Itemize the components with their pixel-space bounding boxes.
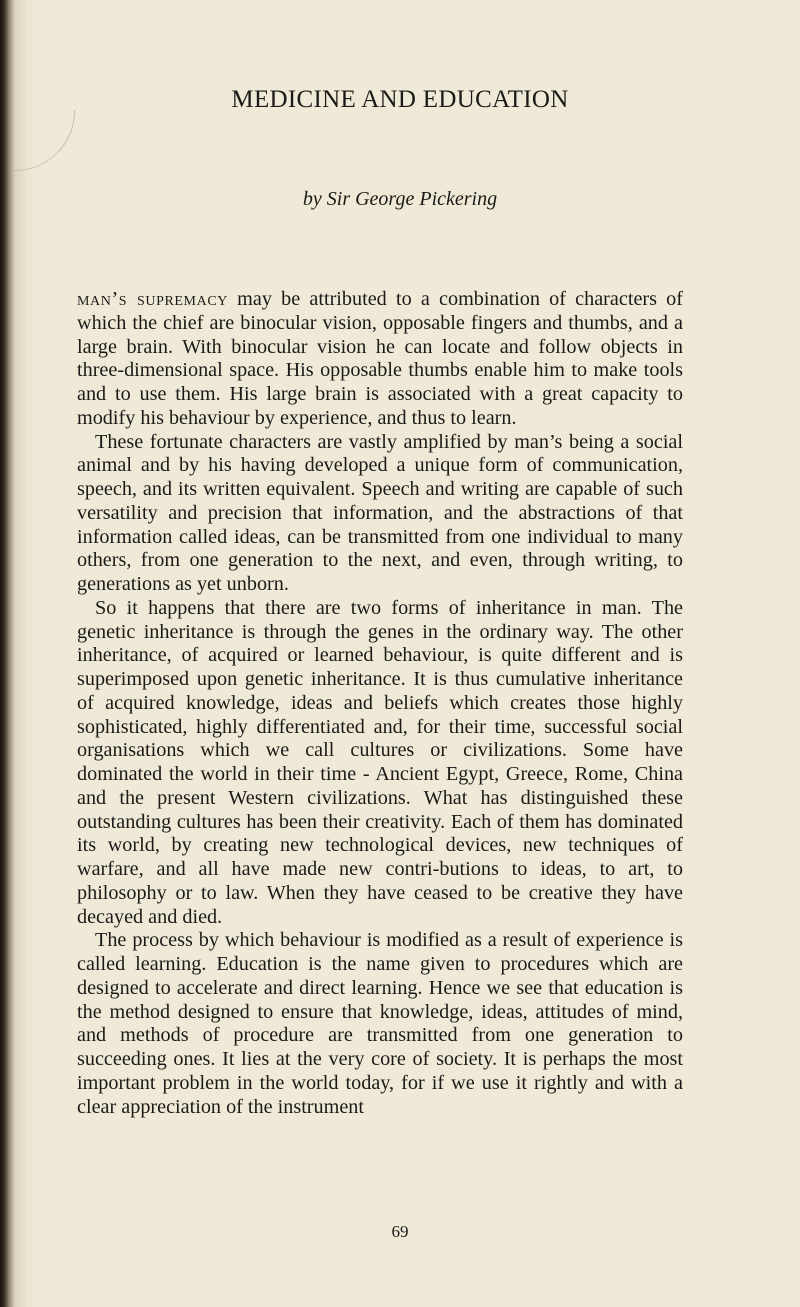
- chapter-title: MEDICINE AND EDUCATION: [231, 86, 569, 113]
- page-fold-mark: [14, 110, 75, 171]
- paragraph-1-text: may be attributed to a combination of characters of which the chief are binocular vision, opposable fingers and thumbs, and a large brain. With binocular vision he can locate and follow objects in three-dimensional space. His opposable thumbs enable him to make tools and to use them. His large brain is associated with a great capacity to modify his behaviour by experience, and thus to learn.: [77, 288, 683, 429]
- paragraph-3: So it happens that there are two forms of inheritance in man. The genetic inheritance is through the genes in the ordinary way. The other inheritance, of acquired or learned behaviour, is quite different and is superimposed upon genetic inheritance. It is thus cumulative inheritance of acquired knowledge, ideas and beliefs which creates those highly sophisticated, highly differentiated and, for their time, successful social organisations which we call cultures or civilizations. Some have dominated the world in their time - Ancient Egypt, Greece, Rome, China and the present Western civilizations. What has distinguished these outstanding cultures has been their creativity. Each of them has dominated its world, by creating new technological devices, new techniques of warfare, and all have made new contri-butions to ideas, to art, to philosophy or to law. When they have ceased to be creative they have decayed and died.: [77, 596, 683, 928]
- paragraph-4: The process by which behaviour is modified as a result of experience is called learning. Education is the name given to procedures which are designed to accelerate and direct learning. Hence we see that education is the method designed to ensure that knowledge, ideas, attitudes of mind, and methods of procedure are transmitted from one generation to succeeding ones. It lies at the very core of society. It is perhaps the most important problem in the world today, for if we use it rightly and with a clear appreciation of the instrument: [77, 929, 683, 1118]
- body-text: [77, 288, 683, 1119]
- author-line: by Sir George Pickering: [302, 188, 498, 210]
- paragraph-2: These fortunate characters are vastly amplified by man’s being a social animal and by his having developed a unique form of communication, speech, and its written equivalent. Speech and writing are capable of such versatility and precision that information, and the abstractions of that information called ideas, can be transmitted from one individual to many others, from one generation to the next, and even, through writing, to generations as yet unborn.: [77, 430, 683, 595]
- paragraph-1: [77, 288, 683, 431]
- page-number: 69: [391, 1222, 409, 1241]
- lead-in-smallcaps: man’s supremacy: [77, 288, 228, 310]
